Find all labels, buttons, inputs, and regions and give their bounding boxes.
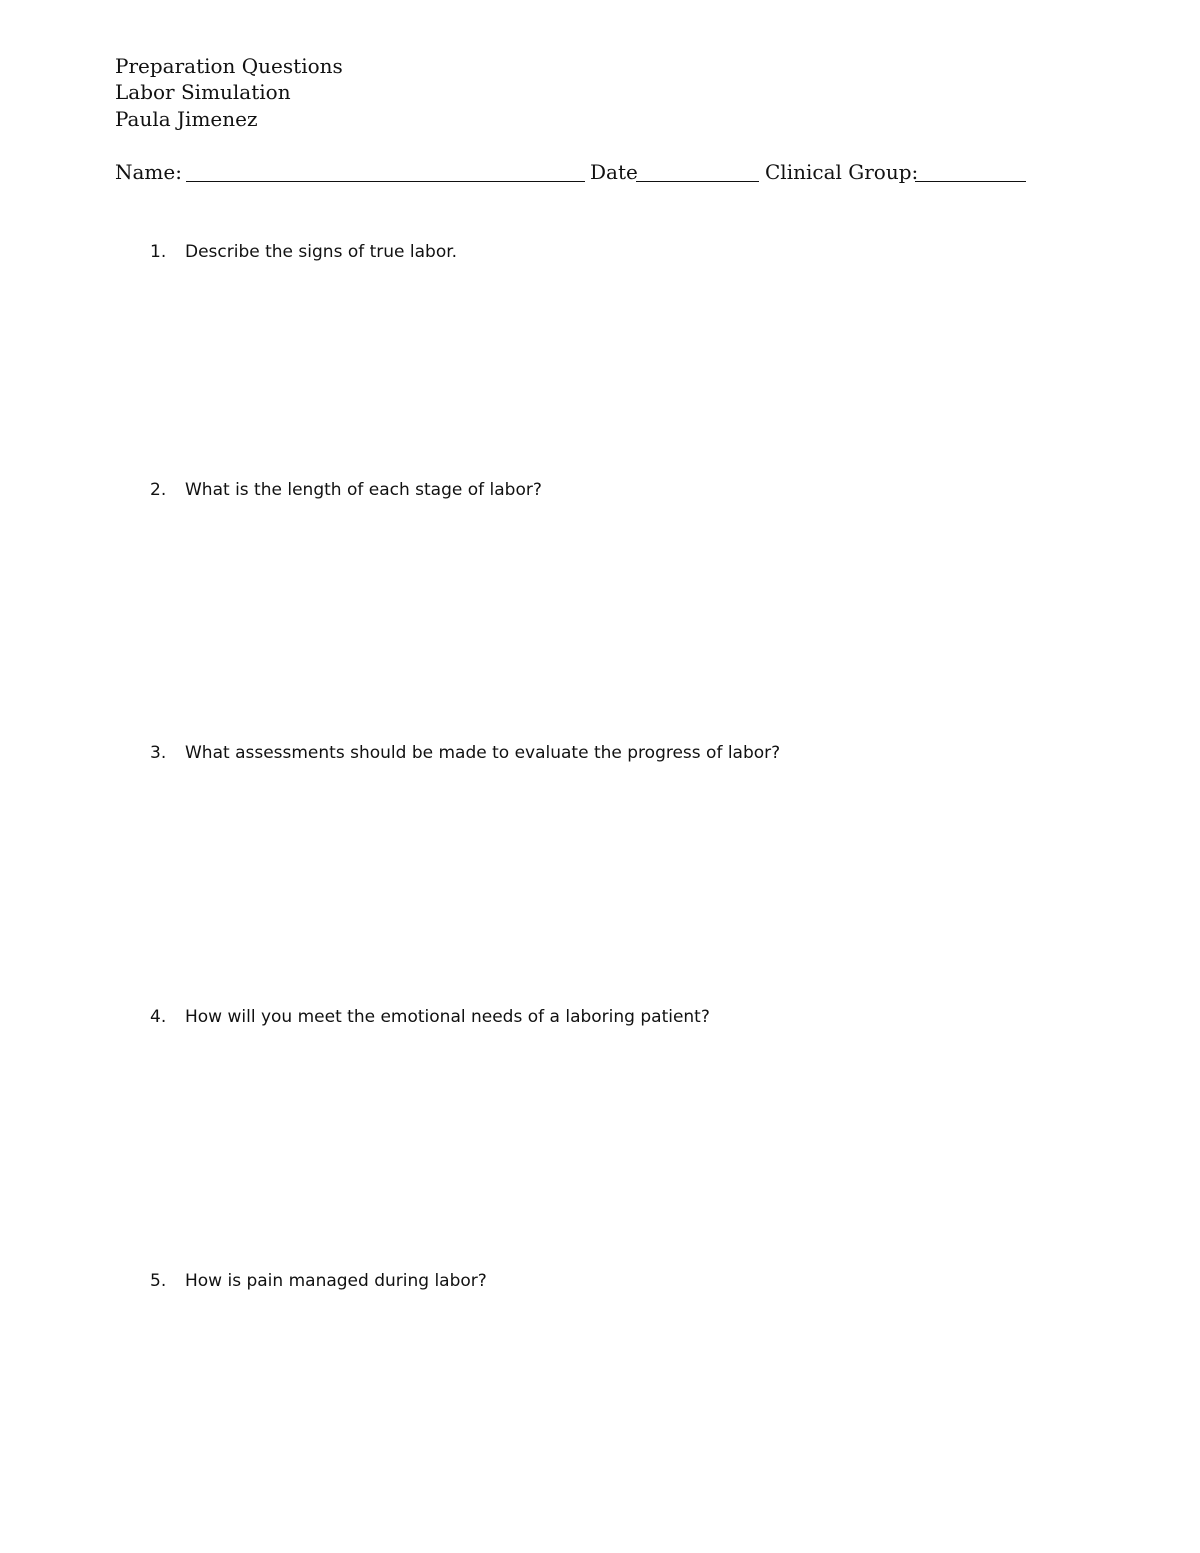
question-text: What is the length of each stage of labor? (185, 480, 542, 500)
question-text: What assessments should be made to evaluate the progress of labor? (185, 743, 781, 763)
question-number: 4. (150, 1007, 167, 1027)
question-text: How is pain managed during labor? (185, 1271, 487, 1291)
header-author: Paula Jimenez (115, 107, 258, 131)
question-item (150, 1270, 487, 1292)
question-item (150, 1006, 710, 1028)
name-field[interactable] (186, 181, 585, 182)
name-label: Name: (115, 160, 182, 184)
question-number: 1. (150, 242, 167, 262)
clinical-group-field[interactable] (915, 181, 1026, 182)
question-number: 5. (150, 1271, 167, 1291)
date-field[interactable] (636, 181, 759, 182)
question-item (150, 742, 780, 764)
question-text: Describe the signs of true labor. (185, 242, 458, 262)
question-number: 2. (150, 480, 167, 500)
header-subtitle: Labor Simulation (115, 80, 291, 104)
header-title: Preparation Questions (115, 54, 343, 78)
date-label: Date (590, 160, 638, 184)
question-text: How will you meet the emotional needs of a laboring patient? (185, 1007, 710, 1027)
clinical-group-label: Clinical Group: (765, 160, 919, 184)
question-item (150, 479, 542, 501)
question-number: 3. (150, 743, 167, 763)
question-item (150, 241, 457, 263)
